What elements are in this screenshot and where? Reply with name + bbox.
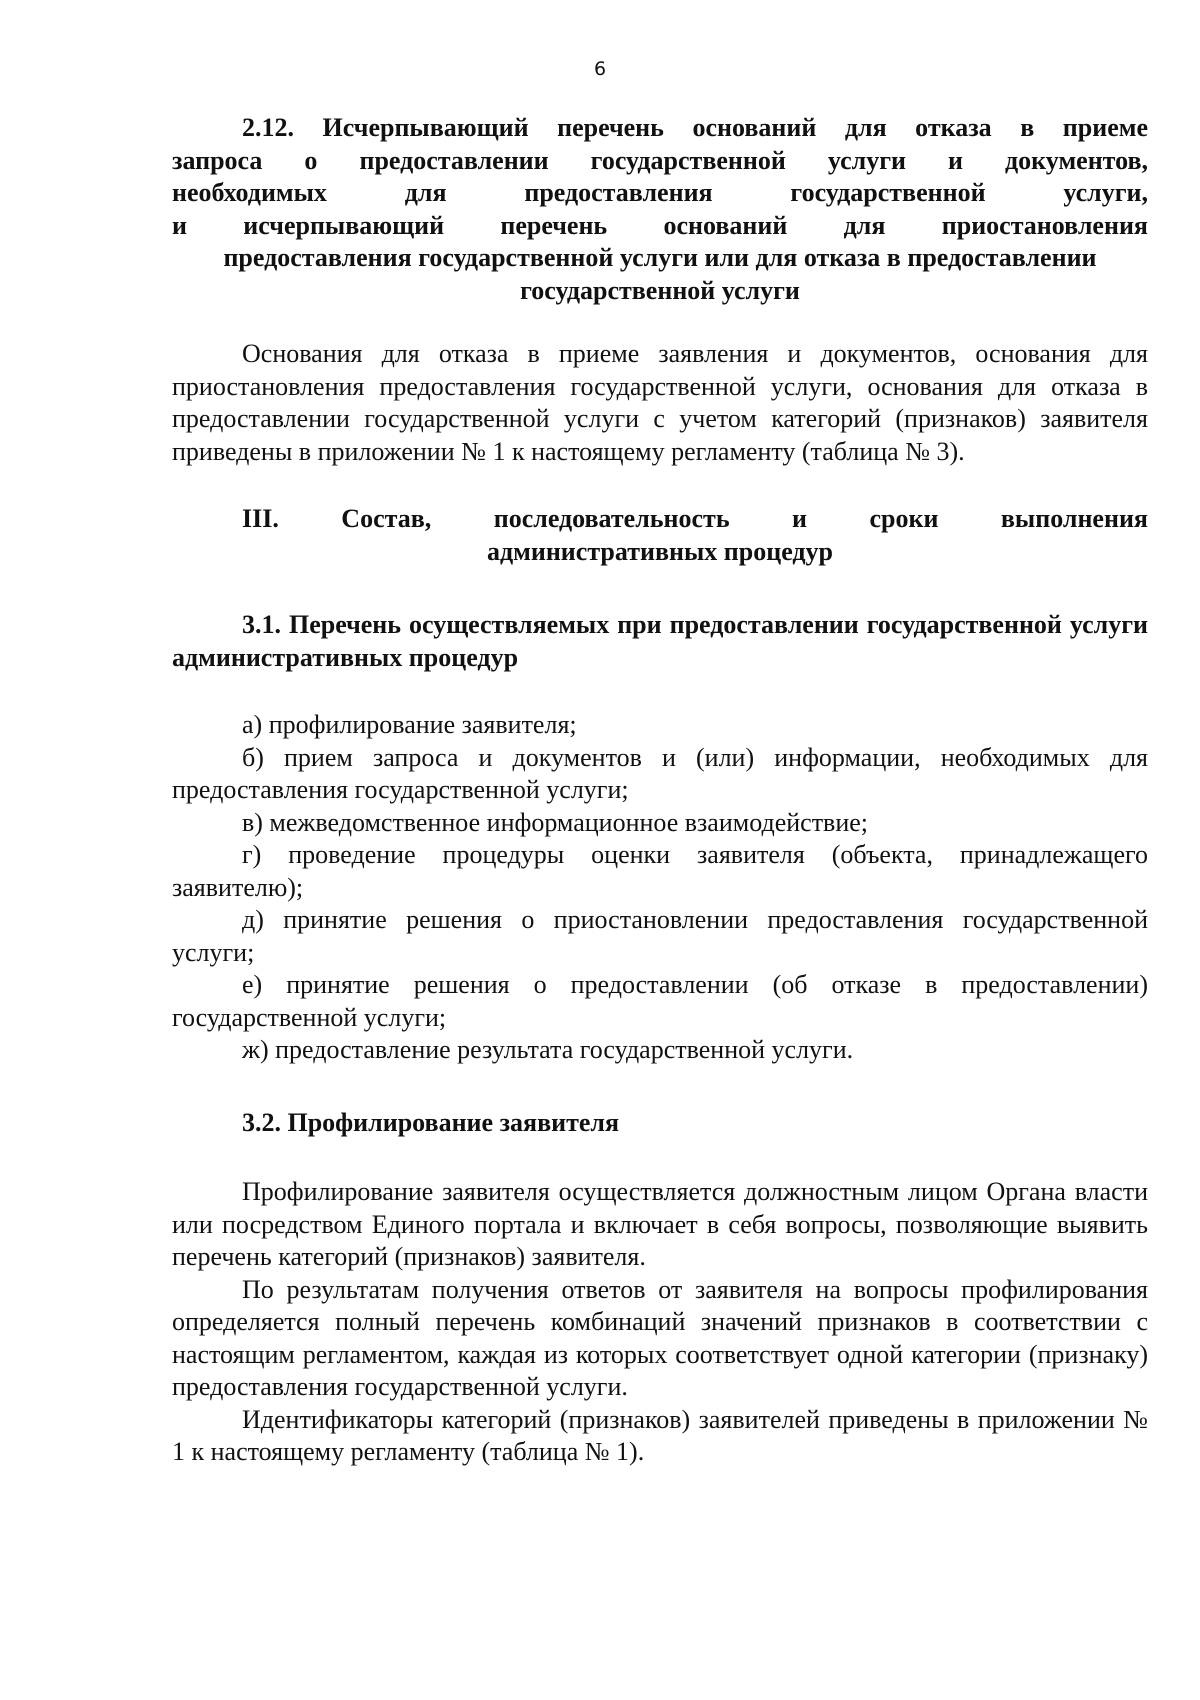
list-item: д) принятие решения о приостановлении предоставления государственной услуги; xyxy=(172,905,1148,967)
document-body xyxy=(172,112,1148,1469)
section-3-2-body xyxy=(172,1176,1148,1469)
section-2-12-paragraph: Основания для отказа в приеме заявления и документов, основания для приостановления предоставления государственной услуги, основания для отказа в предоставлении государственной услуги с учетом категорий (признаков) заявителя приведены в приложении № 1 к настоящему регламенту (таблица № 3). xyxy=(172,339,1148,466)
page-number: 6 xyxy=(593,58,607,80)
heading-line: административных процедур xyxy=(486,536,834,566)
heading-line: предоставления государственной услуги или для отказа в предоставлении xyxy=(223,243,1097,272)
heading-line: и исчерпывающий перечень оснований для приостановления xyxy=(172,210,1148,240)
list-item: а) профилирование заявителя; xyxy=(242,710,577,739)
procedure-list xyxy=(172,709,1148,1067)
section-3-1-heading: 3.1. Перечень осуществляемых при предоставлении государственной услуги административных процедур xyxy=(172,610,1148,672)
list-item: е) принятие решения о предоставлении (об отказе в предоставлении) государственной услуги; xyxy=(172,970,1148,1032)
heading-line: государственной услуги xyxy=(520,275,800,305)
heading-line: запроса о предоставлении государственной услуги и документов, xyxy=(172,145,1148,175)
paragraph: Идентификаторы категорий (признаков) заявителей приведены в приложении № 1 к настоящему регламенту (таблица № 1). xyxy=(172,1404,1148,1466)
list-item: г) проведение процедуры оценки заявителя (объекта, принадлежащего заявителю); xyxy=(172,840,1148,902)
list-item: б) прием запроса и документов и (или) информации, необходимых для предоставления государственной услуги; xyxy=(172,742,1148,804)
section-3-heading xyxy=(172,503,1148,568)
paragraph: По результатам получения ответов от заявителя на вопросы профилирования определяется полный перечень комбинаций значений признаков в соответствии с настоящим регламентом, каждая из которых соответствует одной категории (признаку) предоставления государственной услуги. xyxy=(172,1274,1148,1401)
heading-line: 2.12. Исчерпывающий перечень оснований для отказа в приеме xyxy=(242,113,1148,142)
heading-line: III. Состав, последовательность и сроки выполнения xyxy=(242,504,1148,533)
section-2-12-heading xyxy=(172,112,1148,307)
section-3-2-heading: 3.2. Профилирование заявителя xyxy=(242,1107,620,1137)
heading-line: необходимых для предоставления государственной услуги, xyxy=(172,178,1148,207)
list-item: в) межведомственное информационное взаимодействие; xyxy=(242,807,869,837)
paragraph: Профилирование заявителя осуществляется должностным лицом Органа власти или посредством Единого портала и включает в себя вопросы, позволяющие выявить перечень категорий (признаков) заявителя. xyxy=(172,1177,1148,1271)
list-item: ж) предоставление результата государственной услуги. xyxy=(242,1035,854,1064)
